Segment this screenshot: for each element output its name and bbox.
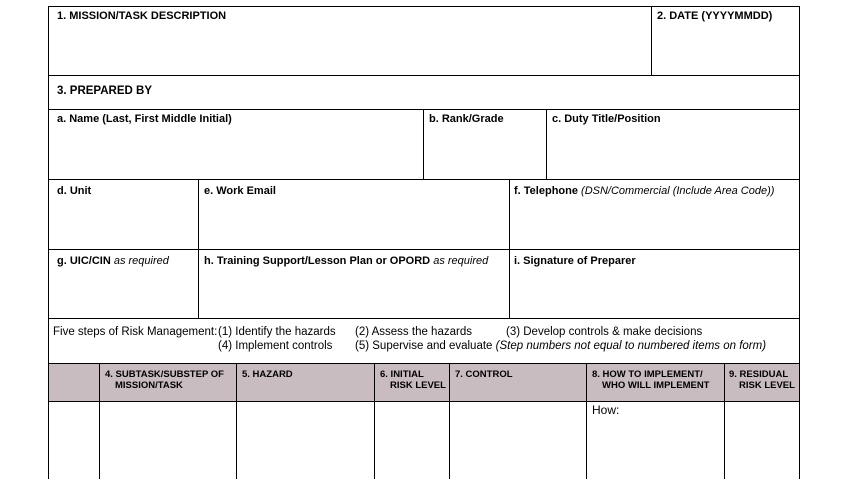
column-header-control: 7. CONTROL [455,369,513,380]
duty-title-field[interactable] [546,109,800,180]
name-label: a. Name (Last, First Middle Initial) [57,113,232,125]
work-email-label: e. Work Email [204,185,276,197]
telephone-label-text: f. Telephone [514,185,578,197]
table-row-how-cell[interactable] [587,402,724,479]
telephone-label [514,185,774,198]
uic-cin-hint: as required [113,255,169,267]
step-2: (2) Assess the hazards [355,326,472,338]
training-support-field[interactable] [198,249,510,319]
column-header-subtask-line1: 4. SUBTASK/SUBSTEP OF [105,369,224,380]
table-row-hazard-cell[interactable] [237,402,374,479]
mission-task-description-box[interactable] [48,6,652,76]
column-header-initial-risk [380,369,446,391]
signature-label: i. Signature of Preparer [514,255,636,267]
column-header-initial-risk-line1: 6. INITIAL [380,369,424,380]
column-header-residual-line1: 9. RESIDUAL [729,369,789,380]
uic-cin-label [57,255,169,268]
name-field[interactable] [48,109,424,180]
column-header-subtask [105,369,224,391]
date-label: 2. DATE (YYYYMMDD) [657,10,773,22]
column-header-residual-line2: RISK LEVEL [739,380,795,391]
column-header-how-line2: WHO WILL IMPLEMENT [602,380,710,391]
column-header-subtask-line2: MISSION/TASK [115,380,183,391]
step-note: (Step numbers not equal to numbered items on form) [495,340,767,352]
unit-label: d. Unit [57,185,92,197]
uic-cin-field[interactable] [48,249,199,319]
how-label: How: [592,403,620,417]
prepared-by-label: 3. PREPARED BY [57,85,153,97]
table-row-subtask-cell[interactable] [100,402,236,479]
table-left-border [48,401,49,479]
prepared-by-header [48,75,800,110]
column-header-how-line1: 8. HOW TO IMPLEMENT/ [592,369,703,380]
unit-field[interactable] [48,179,199,250]
step-5-text: (5) Supervise and evaluate [355,340,493,352]
five-steps-section [48,318,800,364]
column-header-hazard: 5. HAZARD [242,369,293,380]
rank-grade-field[interactable] [423,109,547,180]
column-header-how-to-implement [592,369,709,391]
signature-field[interactable] [509,249,800,319]
step-1: (1) Identify the hazards [218,326,336,338]
step-3: (3) Develop controls & make decisions [506,326,703,338]
date-box[interactable] [651,6,800,76]
column-header-initial-risk-line2: RISK LEVEL [390,380,446,391]
mission-task-description-label: 1. MISSION/TASK DESCRIPTION [57,10,227,22]
work-email-field[interactable] [198,179,510,250]
uic-cin-label-text: g. UIC/CIN [57,255,111,267]
duty-title-label: c. Duty Title/Position [552,113,661,125]
rank-grade-label: b. Rank/Grade [429,113,504,125]
training-support-hint: as required [433,255,489,267]
training-support-label [204,255,488,268]
table-right-border [799,401,800,479]
telephone-hint: (DSN/Commercial (Include Area Code)) [581,185,775,197]
column-header-residual-risk [729,369,795,391]
telephone-field[interactable] [509,179,800,250]
table-row-control-cell[interactable] [450,402,586,479]
step-5 [355,340,766,353]
table-row-initial-risk-cell[interactable] [375,402,449,479]
step-4: (4) Implement controls [218,340,333,352]
training-support-label-text: h. Training Support/Lesson Plan or OPORD [204,255,431,267]
five-steps-intro: Five steps of Risk Management: [53,326,218,338]
table-row-residual-risk-cell[interactable] [725,402,799,479]
